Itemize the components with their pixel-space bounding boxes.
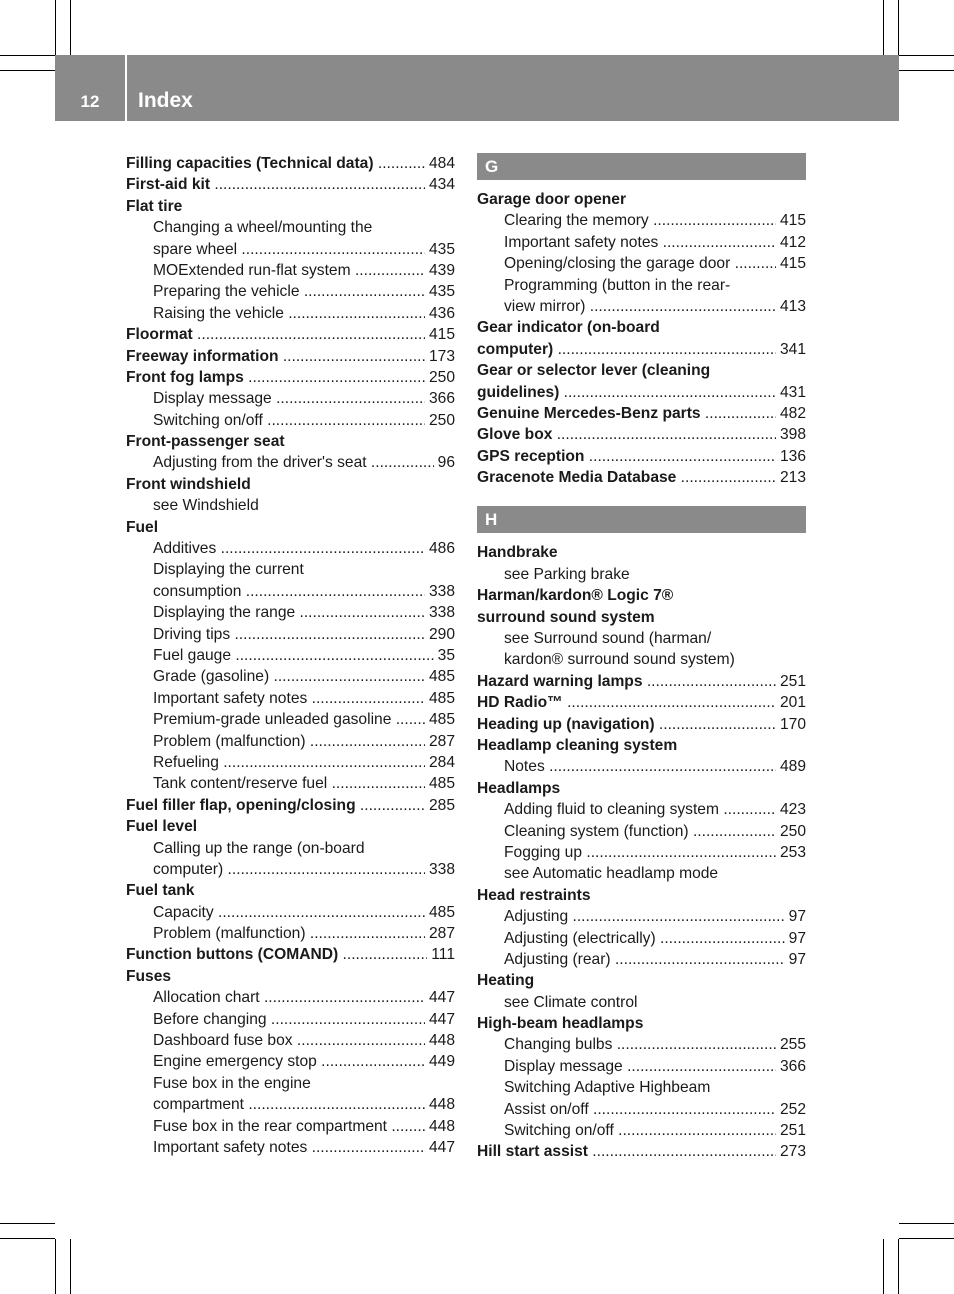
index-subentry (126, 602, 455, 623)
page-reference: 250 (425, 410, 455, 431)
index-subentry (126, 1116, 455, 1137)
page-reference: 448 (425, 1030, 455, 1051)
index-list-h (477, 542, 806, 1162)
entry-text: Function buttons (COMAND) ..... (126, 944, 455, 965)
entry-text: kardon® surround sound system) (504, 651, 735, 669)
entry-text: see Parking brake (504, 565, 630, 583)
page-reference: 413 (776, 296, 806, 317)
index-subentry (477, 992, 806, 1013)
page-reference: 97 (785, 949, 806, 970)
page-reference: 448 (425, 1116, 455, 1137)
crop-mark (0, 1223, 55, 1224)
index-subentry (126, 260, 455, 281)
index-subentry (477, 1099, 806, 1120)
entry-text: Headlamp cleaning system (477, 736, 678, 754)
page-reference: 412 (776, 232, 806, 253)
entry-text: Gracenote Media Database ..... (477, 467, 806, 488)
crop-mark (70, 1239, 71, 1294)
index-subentry (477, 275, 806, 296)
index-entry (126, 431, 455, 452)
entry-text: Preparing the vehicle ..... (153, 281, 455, 302)
entry-text: Switching on/off ..... (504, 1120, 806, 1141)
index-column-right (477, 153, 806, 1163)
page-reference: 255 (776, 1034, 806, 1055)
page-reference: 251 (776, 671, 806, 692)
index-entry (477, 778, 806, 799)
entry-text: Hazard warning lamps ..... (477, 671, 806, 692)
page-reference: 251 (776, 1120, 806, 1141)
entry-text: see Windshield (153, 497, 259, 515)
index-entry (126, 795, 455, 816)
page-reference: 415 (776, 210, 806, 231)
index-entry (477, 970, 806, 991)
entry-text: Calling up the range (on-board (153, 839, 365, 857)
entry-text: Opening/closing the garage door ..... (504, 253, 806, 274)
page-reference: 482 (776, 403, 806, 424)
entry-text: Freeway information ..... (126, 346, 455, 367)
index-subentry (126, 581, 455, 602)
entry-text: GPS reception ..... (477, 446, 806, 467)
index-subentry (126, 1094, 455, 1115)
index-subentry (477, 906, 806, 927)
index-entry (126, 174, 455, 195)
index-subentry (477, 799, 806, 820)
entry-text: compartment ..... (153, 1094, 455, 1115)
index-entry (126, 196, 455, 217)
index-entry (126, 944, 455, 965)
page-reference: 435 (425, 239, 455, 260)
entry-text: Filling capacities (Technical data) ..... (126, 153, 455, 174)
entry-text: see Surround sound (harman/ (504, 630, 712, 648)
page-reference: 170 (776, 714, 806, 735)
entry-text: Display message ..... (153, 388, 455, 409)
index-entry (477, 885, 806, 906)
index-list-g (477, 189, 806, 488)
index-subentry (126, 1073, 455, 1094)
page-reference: 449 (425, 1051, 455, 1072)
index-subentry (126, 666, 455, 687)
index-entry (477, 714, 806, 735)
index-subentry (477, 296, 806, 317)
index-subentry (477, 253, 806, 274)
page-reference: 366 (776, 1056, 806, 1077)
entry-text: HD Radio™ ..... (477, 692, 806, 713)
index-subentry (477, 1056, 806, 1077)
entry-text: surround sound system (477, 608, 655, 626)
index-entry (126, 367, 455, 388)
index-subentry (126, 731, 455, 752)
entry-text: Refueling ..... (153, 752, 455, 773)
index-subentry (477, 1077, 806, 1098)
page-reference: 436 (425, 303, 455, 324)
page-reference: 434 (425, 174, 455, 195)
page-reference: 435 (425, 281, 455, 302)
entry-text: Allocation chart ..... (153, 987, 455, 1008)
entry-text: Problem (malfunction) ..... (153, 731, 455, 752)
index-subentry (126, 1051, 455, 1072)
entry-text: Front-passenger seat (126, 433, 285, 451)
index-subentry (126, 987, 455, 1008)
entry-text: Fogging up ..... (504, 842, 806, 863)
index-entry (477, 424, 806, 445)
index-entry (126, 324, 455, 345)
index-entry (477, 735, 806, 756)
index-entry (477, 671, 806, 692)
entry-text: see Climate control (504, 993, 638, 1011)
index-entry (126, 474, 455, 495)
page-reference: 415 (425, 324, 455, 345)
entry-text: Flat tire (126, 197, 183, 215)
index-subentry (126, 281, 455, 302)
page-reference: 485 (425, 902, 455, 923)
index-subentry (126, 1030, 455, 1051)
index-subentry (126, 538, 455, 559)
index-subentry (126, 859, 455, 880)
entry-text: Fuse box in the rear compartment ..... (153, 1116, 455, 1137)
index-subentry (126, 838, 455, 859)
entry-text: Gear or selector lever (cleaning (477, 362, 711, 380)
entry-text: Before changing ..... (153, 1009, 455, 1030)
index-subentry (477, 863, 806, 884)
page-reference: 486 (425, 538, 455, 559)
index-entry (477, 1141, 806, 1162)
page-reference: 250 (425, 367, 455, 388)
index-entry (126, 153, 455, 174)
entry-text: Changing a wheel/mounting the (153, 219, 373, 237)
crop-mark (899, 55, 954, 56)
index-entry (477, 446, 806, 467)
page-reference: 447 (425, 1137, 455, 1158)
entry-text: computer) ..... (477, 339, 806, 360)
page-reference: 201 (776, 692, 806, 713)
page-reference: 485 (425, 688, 455, 709)
index-subentry (477, 842, 806, 863)
index-subentry (126, 388, 455, 409)
entry-text: Cleaning system (function) ..... (504, 821, 806, 842)
index-subentry (126, 452, 455, 473)
index-subentry (126, 239, 455, 260)
index-subentry (126, 709, 455, 730)
crop-mark (898, 0, 899, 55)
index-column-left (126, 153, 455, 1158)
page-reference: 398 (776, 424, 806, 445)
entry-text: Heating (477, 972, 535, 990)
entry-text: Adjusting ..... (504, 906, 806, 927)
entry-text: Clearing the memory ..... (504, 210, 806, 231)
entry-text: Fuel tank (126, 882, 195, 900)
header-divider (125, 55, 127, 121)
entry-text: Grade (gasoline) ..... (153, 666, 455, 687)
index-subentry (126, 923, 455, 944)
index-subentry (126, 688, 455, 709)
entry-text: Gear indicator (on-board (477, 319, 660, 337)
entry-text: Driving tips ..... (153, 624, 455, 645)
entry-text: Important safety notes ..... (153, 688, 455, 709)
index-entry (477, 542, 806, 563)
page-reference: 484 (425, 153, 455, 174)
page-reference: 273 (776, 1141, 806, 1162)
page-reference: 253 (776, 842, 806, 863)
entry-text: Displaying the current (153, 561, 304, 579)
index-subentry (126, 624, 455, 645)
index-subentry (126, 303, 455, 324)
entry-text: Fuse box in the engine (153, 1074, 311, 1092)
entry-text: Premium-grade unleaded gasoline ..... (153, 709, 455, 730)
entry-text: Fuel (126, 518, 159, 536)
entry-text: Tank content/reserve fuel ..... (153, 773, 455, 794)
entry-text: Additives ..... (153, 538, 455, 559)
entry-text: Garage door opener (477, 191, 627, 208)
entry-text: spare wheel ..... (153, 239, 455, 260)
crop-mark (0, 70, 55, 71)
page-reference: 97 (785, 906, 806, 927)
page-reference: 290 (425, 624, 455, 645)
entry-text: Raising the vehicle ..... (153, 303, 455, 324)
entry-text: Hill start assist ..... (477, 1141, 806, 1162)
entry-text: Display message ..... (504, 1056, 806, 1077)
index-entry (477, 339, 806, 360)
entry-text: Important safety notes ..... (504, 232, 806, 253)
page-reference: 485 (425, 709, 455, 730)
entry-text: Adjusting from the driver's seat ..... (153, 452, 455, 473)
entry-text: consumption ..... (153, 581, 455, 602)
entry-text: Glove box ..... (477, 424, 806, 445)
crop-mark (899, 70, 954, 71)
entry-text: guidelines) ..... (477, 382, 806, 403)
page-reference: 173 (425, 346, 455, 367)
entry-text: Problem (malfunction) ..... (153, 923, 455, 944)
crop-mark (0, 1238, 55, 1239)
page-reference: 338 (425, 859, 455, 880)
index-subentry (477, 649, 806, 670)
entry-text: Dashboard fuse box ..... (153, 1030, 455, 1051)
index-subentry (126, 1009, 455, 1030)
page-reference: 415 (776, 253, 806, 274)
entry-text: High-beam headlamps (477, 1015, 644, 1033)
crop-mark (898, 1239, 899, 1294)
index-entry (477, 382, 806, 403)
crop-mark (55, 0, 56, 55)
entry-text: Programming (button in the rear- (504, 276, 731, 294)
index-subentry (477, 928, 806, 949)
crop-mark (899, 1238, 954, 1239)
index-subentry (126, 559, 455, 580)
entry-text: Front fog lamps ..... (126, 367, 455, 388)
entry-text: Notes ..... (504, 756, 806, 777)
index-entry (126, 346, 455, 367)
page-reference: 423 (776, 799, 806, 820)
page-reference: 338 (425, 602, 455, 623)
section-gap (477, 488, 806, 506)
entry-text: Adjusting (rear) ..... (504, 949, 806, 970)
index-subentry (477, 232, 806, 253)
index-subentry (477, 1120, 806, 1141)
page-reference: 136 (776, 446, 806, 467)
page-reference: 341 (776, 339, 806, 360)
page-reference: 439 (425, 260, 455, 281)
index-subentry (126, 902, 455, 923)
entry-text: Harman/kardon® Logic 7® (477, 587, 674, 605)
page-reference: 448 (425, 1094, 455, 1115)
index-entry (477, 607, 806, 628)
page-reference: 338 (425, 581, 455, 602)
index-entry (477, 692, 806, 713)
page-reference: 252 (776, 1099, 806, 1120)
index-subentry (126, 217, 455, 238)
index-subentry (126, 495, 455, 516)
page-reference: 284 (425, 752, 455, 773)
page-reference: 431 (776, 382, 806, 403)
entry-text: Adding fluid to cleaning system ..... (504, 799, 806, 820)
crop-mark (883, 1239, 884, 1294)
page-reference: 447 (425, 1009, 455, 1030)
page-reference: 97 (785, 928, 806, 949)
page-number: 12 (80, 92, 100, 111)
index-subentry (126, 410, 455, 431)
index-subentry (477, 949, 806, 970)
entry-text: Headlamps (477, 779, 561, 797)
index-subentry (477, 628, 806, 649)
index-entry (126, 517, 455, 538)
entry-text: Genuine Mercedes-Benz parts ..... (477, 403, 806, 424)
index-subentry (126, 752, 455, 773)
entry-text: Handbrake (477, 544, 558, 562)
index-entry (477, 1013, 806, 1034)
entry-text: Switching on/off ..... (153, 410, 455, 431)
index-subentry (477, 210, 806, 231)
crop-mark (883, 0, 884, 55)
entry-text: Front windshield (126, 475, 251, 493)
entry-text: Fuel gauge ..... (153, 645, 455, 666)
crop-mark (0, 55, 55, 56)
index-subentry (126, 1137, 455, 1158)
entry-text: First-aid kit ..... (126, 174, 455, 195)
entry-text: Displaying the range ..... (153, 602, 455, 623)
index-entry (126, 966, 455, 987)
index-entry (126, 880, 455, 901)
entry-text: Changing bulbs ..... (504, 1034, 806, 1055)
entry-text: Fuses (126, 967, 172, 985)
index-entry (126, 816, 455, 837)
page-reference: 111 (427, 944, 455, 965)
entry-text: computer) ..... (153, 859, 455, 880)
entry-text: view mirror) ..... (504, 296, 806, 317)
page-reference: 35 (434, 645, 455, 666)
page-reference: 489 (776, 756, 806, 777)
index-subentry (126, 645, 455, 666)
index-entry (477, 403, 806, 424)
entry-text: Floormat ..... (126, 324, 455, 345)
index-subentry (477, 564, 806, 585)
entry-text: Capacity ..... (153, 902, 455, 923)
index-entry (477, 189, 806, 210)
entry-text: Adjusting (electrically) ..... (504, 928, 806, 949)
page-reference: 366 (425, 388, 455, 409)
crop-mark (899, 1223, 954, 1224)
index-entry (477, 467, 806, 488)
page-reference: 285 (425, 795, 455, 816)
index-entry (477, 585, 806, 606)
index-entry (477, 360, 806, 381)
index-subentry (477, 821, 806, 842)
crop-mark (70, 0, 71, 55)
entry-text: Switching Adaptive Highbeam (504, 1079, 711, 1097)
entry-text: Important safety notes ..... (153, 1137, 455, 1158)
index-entry (477, 317, 806, 338)
index-subentry (477, 756, 806, 777)
page-reference: 287 (425, 923, 455, 944)
entry-text: MOExtended run-flat system ..... (153, 260, 455, 281)
entry-text: Heading up (navigation) ..... (477, 714, 806, 735)
page-reference: 287 (425, 731, 455, 752)
page-reference: 96 (434, 452, 455, 473)
page-reference: 485 (425, 666, 455, 687)
entry-text: Engine emergency stop ..... (153, 1051, 455, 1072)
entry-text: Head restraints (477, 886, 591, 904)
crop-mark (55, 1239, 56, 1294)
entry-text: Fuel level (126, 818, 198, 836)
page-reference: 250 (776, 821, 806, 842)
page-reference: 447 (425, 987, 455, 1008)
page-title: Index (138, 89, 193, 112)
letter-header-h: H (477, 506, 806, 533)
entry-text: Fuel filler flap, opening/closing ..... (126, 795, 455, 816)
page-reference: 485 (425, 773, 455, 794)
entry-text: Assist on/off ..... (504, 1099, 806, 1120)
letter-header-g: G (477, 153, 806, 180)
index-subentry (477, 1034, 806, 1055)
entry-text: see Automatic headlamp mode (504, 865, 719, 883)
page-reference: 213 (776, 467, 806, 488)
index-subentry (126, 773, 455, 794)
